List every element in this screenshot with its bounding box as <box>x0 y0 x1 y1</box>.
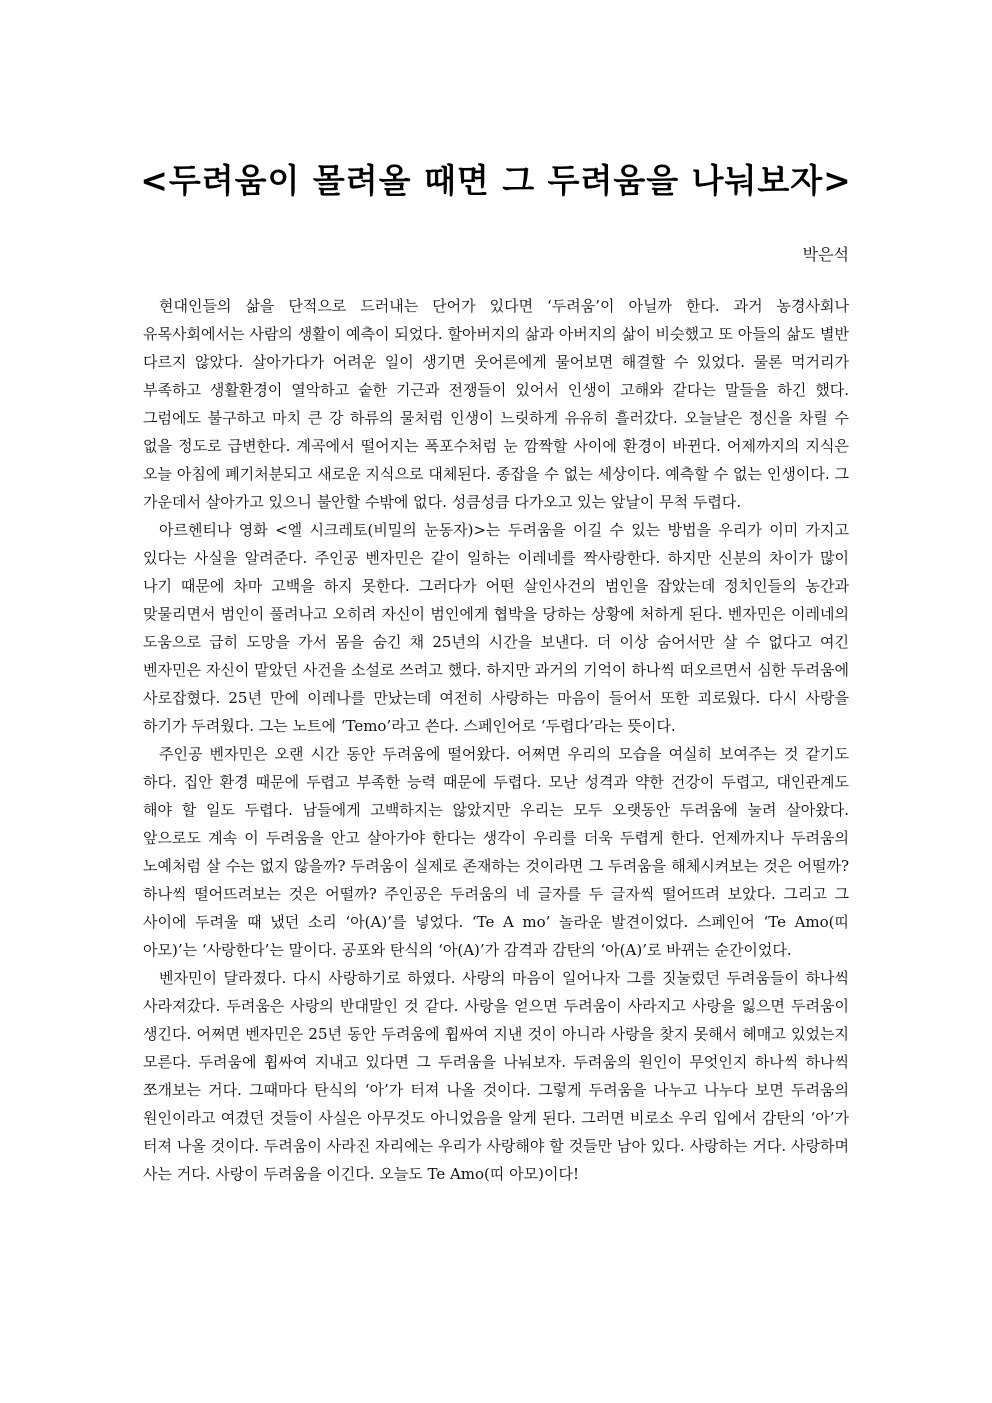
paragraph: 벤자민이 달라졌다. 다시 사랑하기로 하였다. 사랑의 마음이 일어나자 그를 짓눌렀던 두려움들이 하나씩 사라져갔다. 두려움은 사랑의 반대말인 것 같다. 사랑을 얻으면 두려움이 사라지고 사랑을 잃으면 두려움이 생긴다. 어쩌면 벤자민은 25년 동안 두려움에 휩싸여 지낸 것이 아니라 사랑을 찾지 못해서 헤매고 있었는지 모른다. 두려움에 휩싸여 지내고 있다면 그 두려움을 나눠보자. 두려움의 원인이 무엇인지 하나씩 하나씩 쪼개보는 거다. 그때마다 탄식의 ‘아’가 터져 나올 것이다. 그렇게 두려움을 나누고 나누다 보면 두려움의 원인이라고 여겼던 것들이 사실은 아무것도 아니었음을 알게 된다. 그러면 비로소 우리 입에서 감탄의 ‘아’가 터져 나올 것이다. 두려움이 사라진 자리에는 우리가 사랑해야 할 것들만 남아 있다. 사랑하는 거다. 사랑하며 사는 거다. 사랑이 두려움을 이긴다. 오늘도 Te Amo(띠 아모)이다! <box>143 969 849 1183</box>
author-name: 박은석 <box>802 245 849 264</box>
paragraph: 주인공 벤자민은 오랜 시간 동안 두려움에 떨어왔다. 어쩌면 우리의 모습을 여실히 보여주는 것 같기도 하다. 집안 환경 때문에 두렵고 부족한 능력 때문에 두렵다. 모난 성격과 약한 건강이 두렵고, 대인관계도 해야 할 일도 두렵다. 남들에게 고백하지는 않았지만 우리는 모두 오랫동안 두려움에 눌려 살아왔다. 앞으로도 계속 이 두려움을 안고 살아가야 한다는 생각이 우리를 더욱 두렵게 한다. 언제까지나 두려움의 노예처럼 살 수는 없지 않을까? 두려움이 실제로 존재하는 것이라면 그 두려움을 해체시켜보는 것은 어떨까? 하나씩 떨어뜨려보는 것은 어떨까? 주인공은 두려움의 네 글자를 두 글자씩 떨어뜨려 보았다. 그리고 그 사이에 두려울 때 냈던 소리 ‘아(A)’를 넣었다. ‘Te A mo’ 놀라운 발견이었다. 스페인어 ‘Te Amo(띠 아모)’는 ‘사랑한다’는 말이다. 공포와 탄식의 ‘아(A)’가 감격과 감탄의 ‘아(A)’로 바뀌는 순간이었다. <box>143 745 849 959</box>
document-title: <두려움이 몰려올 때면 그 두려움을 나눠보자> <box>140 161 852 200</box>
article-body <box>143 292 849 1188</box>
paragraph: 아르헨티나 영화 <엘 시크레토(비밀의 눈동자)>는 두려움을 이길 수 있는 방법을 우리가 이미 가지고 있다는 사실을 알려준다. 주인공 벤자민은 같이 일하는 이레네를 짝사랑한다. 하지만 신분의 차이가 많이 나기 때문에 차마 고백을 하지 못한다. 그러다가 어떤 살인사건의 범인을 잡았는데 정치인들의 농간과 맞물리면서 범인이 풀려나고 오히려 자신이 범인에게 협박을 당하는 상황에 처하게 된다. 벤자민은 이레네의 도움으로 급히 도망을 가서 몸을 숨긴 채 25년의 시간을 보낸다. 더 이상 숨어서만 살 수 없다고 여긴 벤자민은 자신이 맡았던 사건을 소설로 쓰려고 했다. 하지만 과거의 기억이 하나씩 떠오르면서 심한 두려움에 사로잡혔다. 25년 만에 이레나를 만났는데 여전히 사랑하는 마음이 들어서 또한 괴로웠다. 다시 사랑을 하기가 두려웠다. 그는 노트에 ‘Temo’라고 쓴다. 스페인어로 ‘두렵다’라는 뜻이다. <box>143 521 849 735</box>
paragraph: 현대인들의 삶을 단적으로 드러내는 단어가 있다면 ‘두려움’이 아닐까 한다. 과거 농경사회나 유목사회에서는 사람의 생활이 예측이 되었다. 할아버지의 삶과 아버지의 삶이 비슷했고 또 아들의 삶도 별반 다르지 않았다. 살아가다가 어려운 일이 생기면 웃어른에게 물어보면 해결할 수 있었다. 물론 먹거리가 부족하고 생활환경이 열악하고 숱한 기근과 전쟁들이 있어서 인생이 고해와 같다는 말들을 하긴 했다. 그럼에도 불구하고 마치 큰 강 하류의 물처럼 인생이 느릿하게 유유히 흘러갔다. 오늘날은 정신을 차릴 수 없을 정도로 급변한다. 계곡에서 떨어지는 폭포수처럼 눈 깜짝할 사이에 환경이 바뀐다. 어제까지의 지식은 오늘 아침에 폐기처분되고 새로운 지식으로 대체된다. 종잡을 수 없는 세상이다. 예측할 수 없는 인생이다. 그 가운데서 살아가고 있으니 불안할 수밖에 없다. 성큼성큼 다가오고 있는 앞날이 무척 두렵다. <box>143 297 849 511</box>
